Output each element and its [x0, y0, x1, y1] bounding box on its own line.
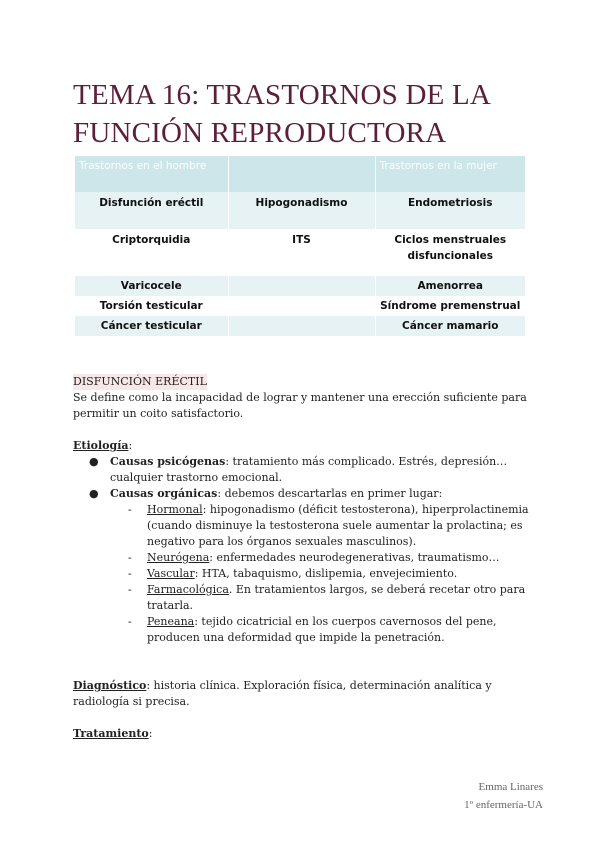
dash-icon: - [128, 551, 132, 564]
cause-label: Causas psicógenas [110, 455, 226, 468]
bullet-icon: ● [89, 487, 99, 500]
cause-text: : tratamiento más complicado. Estrés, depresión… cualquier trastorno emocional. [110, 455, 508, 484]
page-footer [464, 778, 543, 814]
subitem-label: Neurógena [147, 551, 210, 564]
cause-label: Causas orgánicas [110, 487, 218, 500]
table-cell: Cáncer mamario [375, 316, 525, 336]
diagnostico-paragraph [73, 678, 533, 710]
table-cell: ITS [228, 229, 375, 276]
dash-icon: - [128, 615, 132, 628]
list-item [73, 502, 533, 550]
table-cell: Torsión testicular [75, 296, 228, 316]
etiologia-colon: : [128, 439, 133, 452]
causes-list [73, 454, 533, 646]
section-body [73, 374, 533, 742]
subitem-label: Vascular [147, 567, 195, 580]
subitem-text: : hipogonadismo (déficit testosterona), hiperprolactinemia (cuando disminuye la testosterona suele aumentar la prolactina; es negativo para los órganos sexuales masculinos). [147, 503, 529, 548]
table-cell: Disfunción eréctil [75, 192, 228, 229]
table-cell: Varicocele [75, 276, 228, 296]
table-cell: Cáncer testicular [75, 316, 228, 336]
subitem-text: : tejido cicatricial en los cuerpos cavernosos del pene, producen una deformidad que impide la penetración. [147, 615, 497, 644]
table-cell: Síndrome premenstrual [375, 296, 525, 316]
footer-course: 1º enfermería-UA [464, 799, 543, 811]
tratamiento-line [73, 726, 533, 742]
table-cell: Criptorquidia [75, 229, 228, 276]
organic-causes-sublist [73, 502, 533, 646]
section-heading: DISFUNCIÓN ERÉCTIL [73, 375, 207, 388]
subitem-text: : enfermedades neurodegenerativas, traumatismo… [209, 551, 500, 564]
tratamiento-colon: : [148, 727, 153, 740]
subitem-text: : HTA, tabaquismo, dislipemia, envejecimiento. [194, 567, 458, 580]
table-row [75, 316, 525, 336]
bullet-icon: ● [89, 455, 99, 468]
table-cell: Ciclos menstruales disfuncionales [375, 229, 525, 276]
definition-text: Se define como la incapacidad de lograr y mantener una erección suficiente para permitir un coito satisfactorio. [73, 391, 527, 420]
list-item [73, 614, 533, 646]
tratamiento-label: Tratamiento [73, 727, 149, 740]
disorders-table [75, 156, 525, 336]
subitem-label: Farmacológica [147, 583, 229, 596]
table-row [75, 276, 525, 296]
table-row [75, 192, 525, 229]
table-row [75, 229, 525, 276]
diagnostico-text: : historia clínica. Exploración física, determinación analítica y radiología si precisa. [73, 679, 492, 708]
etiologia-line [73, 438, 533, 454]
table-header-cell: Trastornos en la mujer [375, 156, 525, 192]
diagnostico-label: Diagnóstico [73, 679, 147, 692]
table-cell [228, 316, 375, 336]
dash-icon: - [128, 583, 132, 596]
list-item [73, 486, 533, 646]
list-item [73, 550, 533, 566]
table-cell: Amenorrea [375, 276, 525, 296]
dash-icon: - [128, 503, 132, 516]
dash-icon: - [128, 567, 132, 580]
table-cell: Hipogonadismo [228, 192, 375, 229]
table-header-cell: Trastornos en el hombre [75, 156, 228, 192]
subitem-label: Hormonal [147, 503, 203, 516]
table-cell [228, 296, 375, 316]
list-item [73, 454, 533, 486]
subitem-text: . En tratamientos largos, se deberá recetar otro para tratarla. [147, 583, 526, 612]
table-cell [228, 276, 375, 296]
table-row [75, 296, 525, 316]
footer-author: Emma Linares [478, 781, 543, 793]
table-header-row [75, 156, 525, 192]
table-header-cell [228, 156, 375, 192]
table-cell: Endometriosis [375, 192, 525, 229]
cause-text: : debemos descartarlas en primer lugar: [217, 487, 443, 500]
subitem-label: Peneana [147, 615, 195, 628]
page-title: TEMA 16: TRASTORNOS DE LA FUNCIÓN REPRODUCTORA [73, 79, 490, 149]
list-item [73, 582, 533, 614]
etiologia-label: Etiología [73, 439, 129, 452]
list-item [73, 566, 533, 582]
